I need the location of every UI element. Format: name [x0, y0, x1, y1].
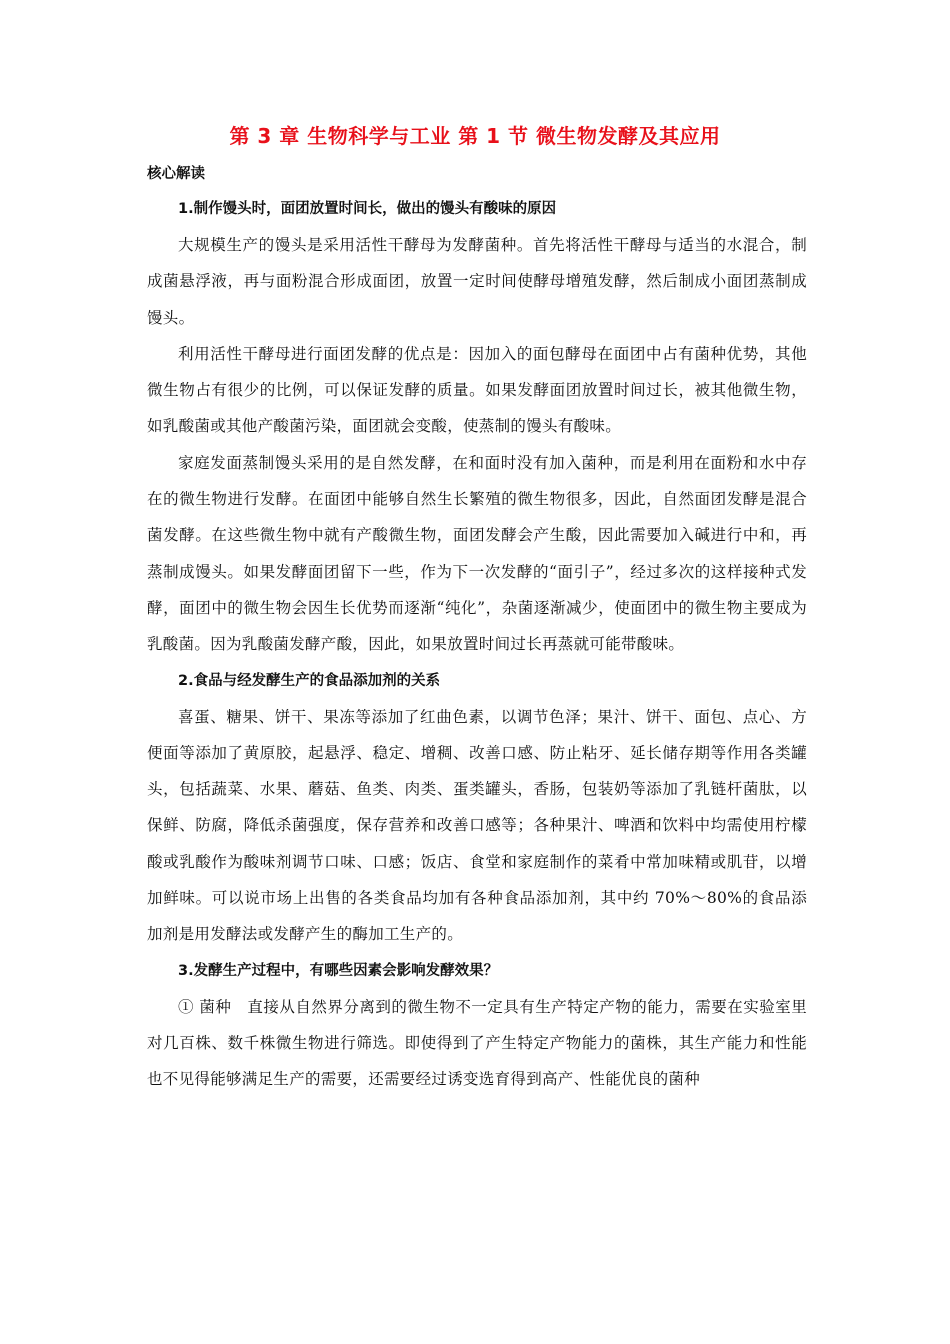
section-1: [147, 191, 807, 663]
section-label: 核心解读: [147, 166, 205, 182]
section-heading: 2.食品与经发酵生产的食品添加剂的关系: [178, 672, 441, 689]
section-2: [147, 663, 807, 953]
paragraph: 大规模生产的馒头是采用活性干酵母为发酵菌种。首先将活性干酵母与适当的水混合，制成菌悬浮液，再与面粉混合形成面团，放置一定时间使酵母增殖发酵，然后制成小面团蒸制成馒头。: [147, 236, 807, 327]
paragraph: 家庭发面蒸制馒头采用的是自然发酵，在和面时没有加入菌种，而是利用在面粉和水中存在的微生物进行发酵。在面团中能够自然生长繁殖的微生物很多，因此，自然面团发酵是混合菌发酵。在这些微生物中就有产酸微生物，面团发酵会产生酸，因此需要加入碱进行中和，再蒸制成馒头。如果发酵面团留下一些，作为下一次发酵的“面引子”，经过多次的这样接种式发酵，面团中的微生物会因生长优势而逐渐“纯化”，杂菌逐渐减少，使面团中的微生物主要成为乳酸菌。因为乳酸菌发酵产酸，因此，如果放置时间过长再蒸就可能带酸味。: [147, 453, 807, 654]
document-body: [147, 157, 807, 1098]
page-title: 第 3 章 生物科学与工业 第 1 节 微生物发酵及其应用: [229, 124, 721, 148]
paragraph: 喜蛋、糖果、饼干、果冻等添加了红曲色素，以调节色泽；果汁、饼干、面包、点心、方便面等添加了黄原胶，起悬浮、稳定、增稠、改善口感、防止粘牙、延长储存期等作用各类罐头，包括蔬菜、水果、蘑菇、鱼类、肉类、蛋类罐头，香肠，包装奶等添加了乳链杆菌肽，以保鲜、防腐，降低杀菌强度，保存营养和改善口感等；各种果汁、啤酒和饮料中均需使用柠檬酸或乳酸作为酸味剂调节口味、口感；饭店、食堂和家庭制作的菜肴中常加味精或肌苷，以增加鲜味。可以说市场上出售的各类食品均加有各种食品添加剂，其中约 70%～80%的食品添加剂是用发酵法或发酵产生的酶加工生产的。: [147, 707, 807, 944]
section-heading: 3.发酵生产过程中，有哪些因素会影响发酵效果？: [178, 962, 499, 979]
paragraph: ① 菌种 直接从自然界分离到的微生物不一定具有生产特定产物的能力，需要在实验室里对几百株、数千株微生物进行筛选。即使得到了产生特定产物能力的菌株，其生产能力和性能也不见得能够满足生产的需要，还需要经过诱变选育得到高产、性能优良的菌种: [147, 997, 807, 1089]
paragraph: 利用活性干酵母进行面团发酵的优点是：因加入的面包酵母在面团中占有菌种优势，其他微生物占有很少的比例，可以保证发酵的质量。如果发酵面团放置时间过长，被其他微生物，如乳酸菌或其他产酸菌污染，面团就会变酸，使蒸制的馒头有酸味。: [147, 344, 807, 436]
section-3: [147, 953, 807, 1098]
section-heading: 1.制作馒头时，面团放置时间长，做出的馒头有酸味的原因: [178, 201, 557, 217]
